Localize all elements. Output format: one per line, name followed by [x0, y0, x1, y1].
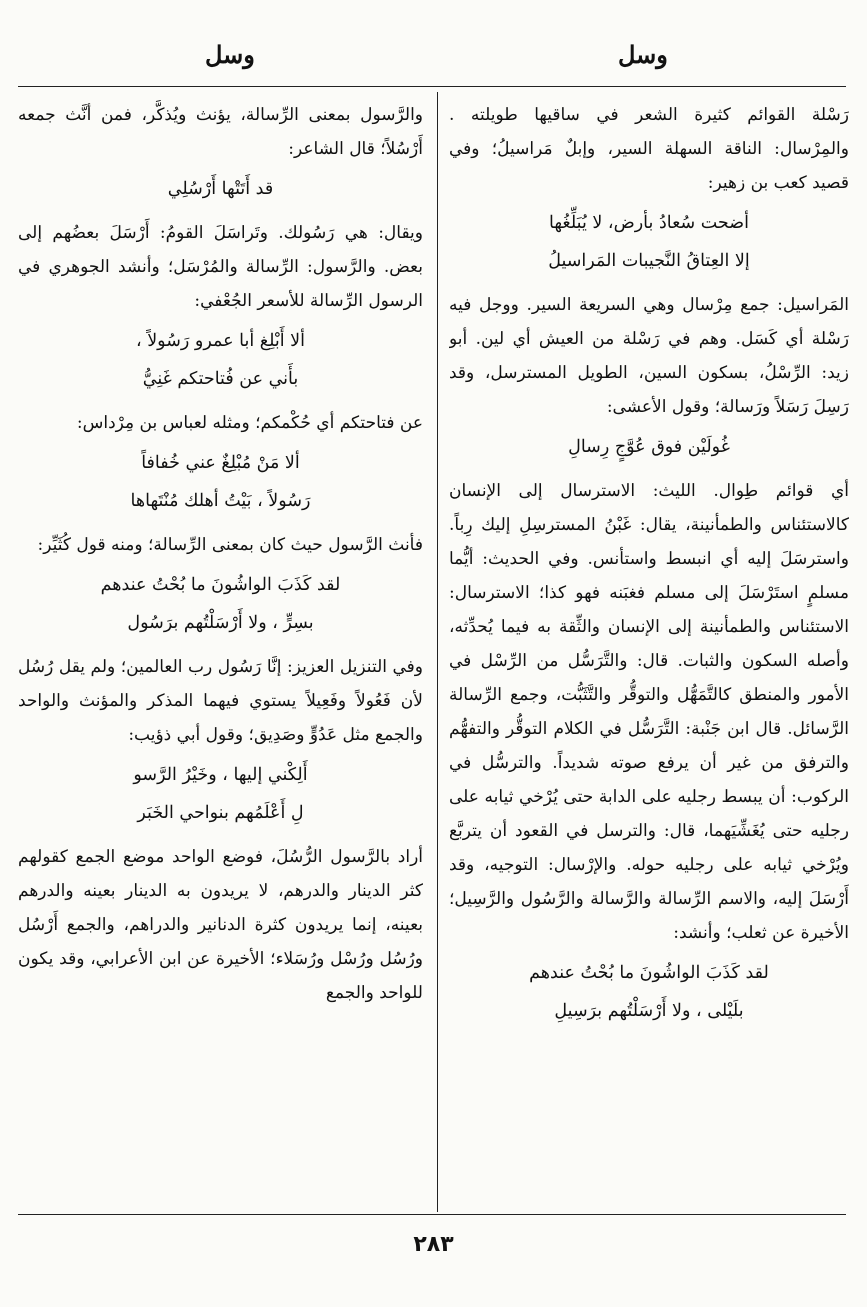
right-paragraph-2: المَراسيل: جمع مِرْسال وهي السريعة السير. ووجل فيه رَسْلة أي كَسَل. وهم في رَسْلة من العيش أي لين. أبو زيد: الرِّسْلُ، بسكون السين، الطويل المسترسل، وقد رَسِلَ رَسَلاً ورَسالة؛ وقول الأعشى: — [449, 295, 849, 417]
verse-line: لِ أَعْلَمُهم بنواحي الخَبَر — [137, 803, 304, 823]
column-divider — [437, 92, 438, 1212]
header-rule — [18, 86, 846, 87]
page-number: ٢٨٣ — [413, 1232, 454, 1257]
verse-line: ألا أَبْلِغ أبا عمرو رَسُولاً ، — [135, 331, 305, 351]
left-verse-1 — [18, 170, 423, 208]
verse-line: أضحت سُعادُ بأرض، لا يُبَلِّغُها — [549, 213, 749, 233]
headword-right: وسل — [618, 40, 668, 69]
left-paragraph-1: والرَّسول بمعنى الرِّسالة، يؤنث ويُذكَّر، فمن أنَّث جمعه أَرْسُلاً؛ قال الشاعر: — [18, 105, 423, 159]
left-verse-2 — [18, 322, 423, 398]
left-paragraph-6: أراد بالرَّسول الرُّسُلَ، فوضع الواحد موضع الجمع كقولهم كثر الدينار والدرهم، لا يريدون به الدينار بعينه والدرهم بعينه، إنما يريدون كثرة الدنانير والدراهم، والجمع أَرْسُل ورُسُل ورُسْل ورُسَلاء؛ الأخيرة عن ابن الأعرابي، وقد يكون للواحد والجمع — [18, 847, 423, 1003]
right-verse-3 — [449, 954, 849, 1030]
verse-line: بأَني عن فُتاحتكم غَنِيُّ — [142, 369, 299, 389]
left-verse-5 — [18, 756, 423, 832]
verse-line: رَسُولاً ، بَيْتُ أهلك مُنْتَهاها — [130, 491, 311, 511]
footer-rule — [18, 1214, 846, 1215]
verse-line: غُولَيْن فوق عُوَّجٍ رِسالِ — [568, 437, 730, 457]
left-paragraph-4: فأنث الرَّسول حيث كان بمعنى الرِّسالة؛ ومنه قول كُثَيِّر: — [37, 535, 423, 555]
left-paragraph-3: عن فتاحتكم أي حُكْمكم؛ ومثله لعباس بن مِرْداس: — [76, 413, 423, 433]
verse-line: إلا العِتاقُ النَّجيبات المَراسيلُ — [548, 251, 750, 271]
verse-line: لقد كَذَبَ الواشُونَ ما بُحْتُ عندهم — [529, 963, 769, 983]
right-paragraph-3: أي قوائم طِوال. الليث: الاسترسال إلى الإنسان كالاستئناس والطمأنينة، يقال: غَبْنُ المسترسِلِ إليك رِباً. واسترسَلَ إليه أي انبسط واستأنس. وفي الحديث: أيُّما مسلمٍ استَرْسَلَ إلى مسلم فغبَنه فهو كذا؛ الاسترسال: الاستئناس والطمأنينة إلى الإنسان والثِّقة به فيما يُحدِّثه، وأصله السكون والثبات. قال: والتَّرَسُّل من الرِّسْل في الأمور والمنطق كالتَّمَهُّل والتوقُّر والتَّثَبُّت، وجمع الرِّسالة الرَّسائل. قال ابن جَنْبة: التَّرَسُّل في الكلام التوقُّر والتفهُّم والترفق من غير أن يرفع صوته شديداً. والترسُّل في الركوب: أن يبسط رجليه على الدابة حتى يُرْخي ثيابه على رجليه حتى يُغَشِّيَهما، قال: والترسل في القعود أن يتربَّع ويُرْخي ثيابه على رجليه حوله. والإرْسال: التوجيه، وقد أَرْسَلَ إليه، والاسم الرِّسالة والرَّسالة والرَّسُول والرَّسِيل؛ الأخيرة عن ثعلب؛ وأنشد: — [449, 481, 849, 943]
left-verse-4 — [18, 566, 423, 642]
left-paragraph-5: وفي التنزيل العزيز: إنَّا رَسُول رب العالمين؛ ولم يقل رُسُل لأن فَعُولاً وفَعِيلاً يستوي فيهما المذكر والمؤنث والواحد والجمع مثل عَدُوٍّ وصَدِيق؛ وقول أبي ذؤيب: — [18, 657, 423, 745]
verse-line: ألا مَنْ مُبْلِغٌ عني خُفافاً — [141, 453, 300, 473]
verse-line: بسِرٍّ ، ولا أَرْسَلْتُهم برَسُول — [127, 613, 314, 633]
verse-line: بلَيْلى ، ولا أَرْسَلْتُهم برَسِيلِ — [554, 1001, 744, 1021]
left-column — [18, 98, 423, 1208]
right-column — [449, 98, 849, 1208]
right-verse-2 — [449, 428, 849, 466]
verse-line: لقد كَذَبَ الواشُونَ ما بُحْتُ عندهم — [100, 575, 341, 595]
right-verse-1 — [449, 204, 849, 280]
left-verse-3 — [18, 444, 423, 520]
verse-line: أَلِكْني إليها ، وخَيْرُ الرَّسو — [133, 765, 308, 785]
left-paragraph-2: ويقال: هي رَسُولك. وتَراسَلَ القومُ: أَرْسَلَ بعضُهم إلى بعض. والرَّسول: الرِّسالة والمُرْسَل؛ وأنشد الجوهري في الرسول الرِّسالة للأسعر الجُعْفي: — [18, 223, 423, 311]
headword-left: وسل — [205, 40, 255, 69]
right-paragraph-1: رَسْلة القوائم كثيرة الشعر في ساقيها طويلته . والمِرْسال: الناقة السهلة السير، وإبلٌ مَراسيلُ؛ وفي قصيد كعب بن زهير: — [449, 105, 849, 193]
page-header — [0, 40, 867, 80]
verse-line: قد أَتَتْها أَرْسُلِي — [167, 179, 274, 199]
